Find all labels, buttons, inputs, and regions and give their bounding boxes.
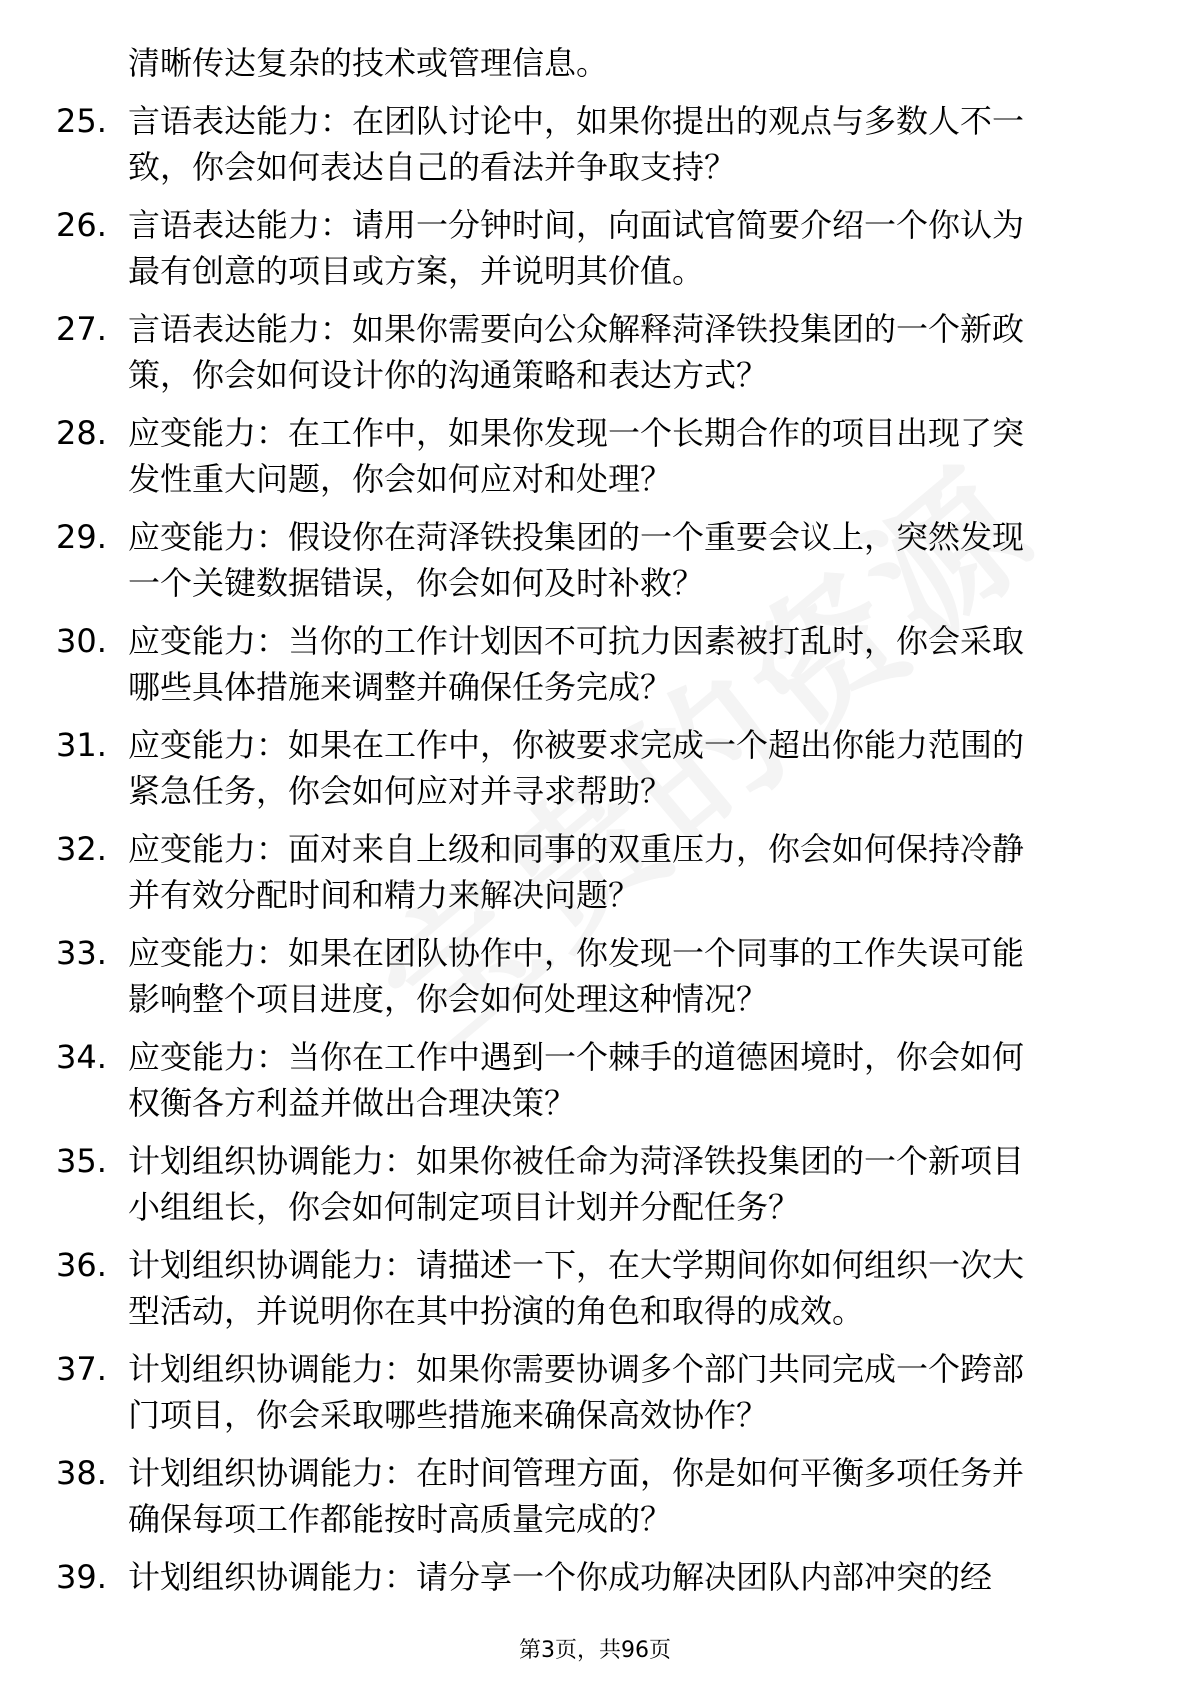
question-text-line: 应变能力：如果在工作中，你被要求完成一个超出你能力范围的 [128, 726, 1025, 764]
question-text-line: 应变能力：如果在团队协作中，你发现一个同事的工作失误可能 [128, 934, 1025, 972]
question-number: 31. [56, 726, 107, 764]
question-number: 28. [56, 414, 107, 452]
question-number: 26. [56, 206, 107, 244]
question-item [56, 306, 1108, 398]
question-number: 36. [56, 1246, 107, 1284]
question-list [0, 98, 1190, 1600]
question-number: 33. [56, 934, 107, 972]
question-item [56, 826, 1108, 918]
question-number: 39. [56, 1558, 107, 1596]
question-text-line: 发性重大问题，你会如何应对和处理？ [128, 460, 673, 498]
question-number: 29. [56, 518, 107, 556]
question-item [56, 1450, 1108, 1542]
question-number: 34. [56, 1038, 107, 1076]
question-text-line: 应变能力：当你在工作中遇到一个棘手的道德困境时，你会如何 [128, 1038, 1025, 1076]
question-item [56, 514, 1108, 606]
question-text-line: 影响整个项目进度，你会如何处理这种情况？ [128, 980, 769, 1018]
question-number: 25. [56, 102, 107, 140]
question-text-line: 应变能力：面对来自上级和同事的双重压力，你会如何保持冷静 [128, 830, 1025, 868]
question-text-line: 策，你会如何设计你的沟通策略和表达方式？ [128, 356, 769, 394]
question-text-line: 紧急任务，你会如何应对并寻求帮助？ [128, 772, 673, 810]
question-text-line: 确保每项工作都能按时高质量完成的？ [128, 1500, 673, 1538]
question-item [56, 1346, 1108, 1438]
question-text-line: 小组组长，你会如何制定项目计划并分配任务？ [128, 1188, 801, 1226]
question-text-line: 言语表达能力：如果你需要向公众解释菏泽铁投集团的一个新政 [128, 310, 1025, 348]
question-text-line: 计划组织协调能力：请分享一个你成功解决团队内部冲突的经 [128, 1558, 993, 1596]
question-text-line: 权衡各方利益并做出合理决策？ [128, 1084, 577, 1122]
question-item [56, 618, 1108, 710]
question-text-line: 计划组织协调能力：请描述一下，在大学期间你如何组织一次大 [128, 1246, 1025, 1284]
question-text-line: 应变能力：在工作中，如果你发现一个长期合作的项目出现了突 [128, 414, 1025, 452]
question-text-line: 哪些具体措施来调整并确保任务完成？ [128, 668, 673, 706]
question-item [56, 722, 1108, 814]
question-item [56, 98, 1108, 190]
question-number: 30. [56, 622, 107, 660]
question-text-line: 致，你会如何表达自己的看法并争取支持？ [128, 148, 737, 186]
question-text-line: 计划组织协调能力：如果你需要协调多个部门共同完成一个跨部 [128, 1350, 1025, 1388]
continuation-text: 清晰传达复杂的技术或管理信息。 [128, 44, 609, 82]
question-text-line: 并有效分配时间和精力来解决问题？ [128, 876, 641, 914]
question-number: 35. [56, 1142, 107, 1180]
question-number: 37. [56, 1350, 107, 1388]
question-text-line: 型活动，并说明你在其中扮演的角色和取得的成效。 [128, 1292, 865, 1330]
question-number: 27. [56, 310, 107, 348]
question-text-line: 计划组织协调能力：如果你被任命为菏泽铁投集团的一个新项目 [128, 1142, 1025, 1180]
question-text-line: 计划组织协调能力：在时间管理方面，你是如何平衡多项任务并 [128, 1454, 1025, 1492]
question-item [56, 202, 1108, 294]
question-text-line: 最有创意的项目或方案，并说明其价值。 [128, 252, 705, 290]
question-item [56, 1138, 1108, 1230]
question-text-line: 应变能力：假设你在菏泽铁投集团的一个重要会议上，突然发现 [128, 518, 1025, 556]
question-text-line: 一个关键数据错误，你会如何及时补救？ [128, 564, 705, 602]
question-item [56, 1554, 1108, 1600]
question-item [56, 930, 1108, 1022]
page-content [0, 40, 1190, 1612]
question-number: 32. [56, 830, 107, 868]
question-text-line: 门项目，你会采取哪些措施来确保高效协作？ [128, 1396, 769, 1434]
question-text-line: 应变能力：当你的工作计划因不可抗力因素被打乱时，你会采取 [128, 622, 1025, 660]
question-item [56, 410, 1108, 502]
question-item [56, 1034, 1108, 1126]
question-number: 38. [56, 1454, 107, 1492]
question-text-line: 言语表达能力：在团队讨论中，如果你提出的观点与多数人不一 [128, 102, 1025, 140]
question-text-line: 言语表达能力：请用一分钟时间，向面试官简要介绍一个你认为 [128, 206, 1025, 244]
page-footer: 第3页，共96页 [519, 1638, 671, 1663]
question-item [56, 1242, 1108, 1334]
